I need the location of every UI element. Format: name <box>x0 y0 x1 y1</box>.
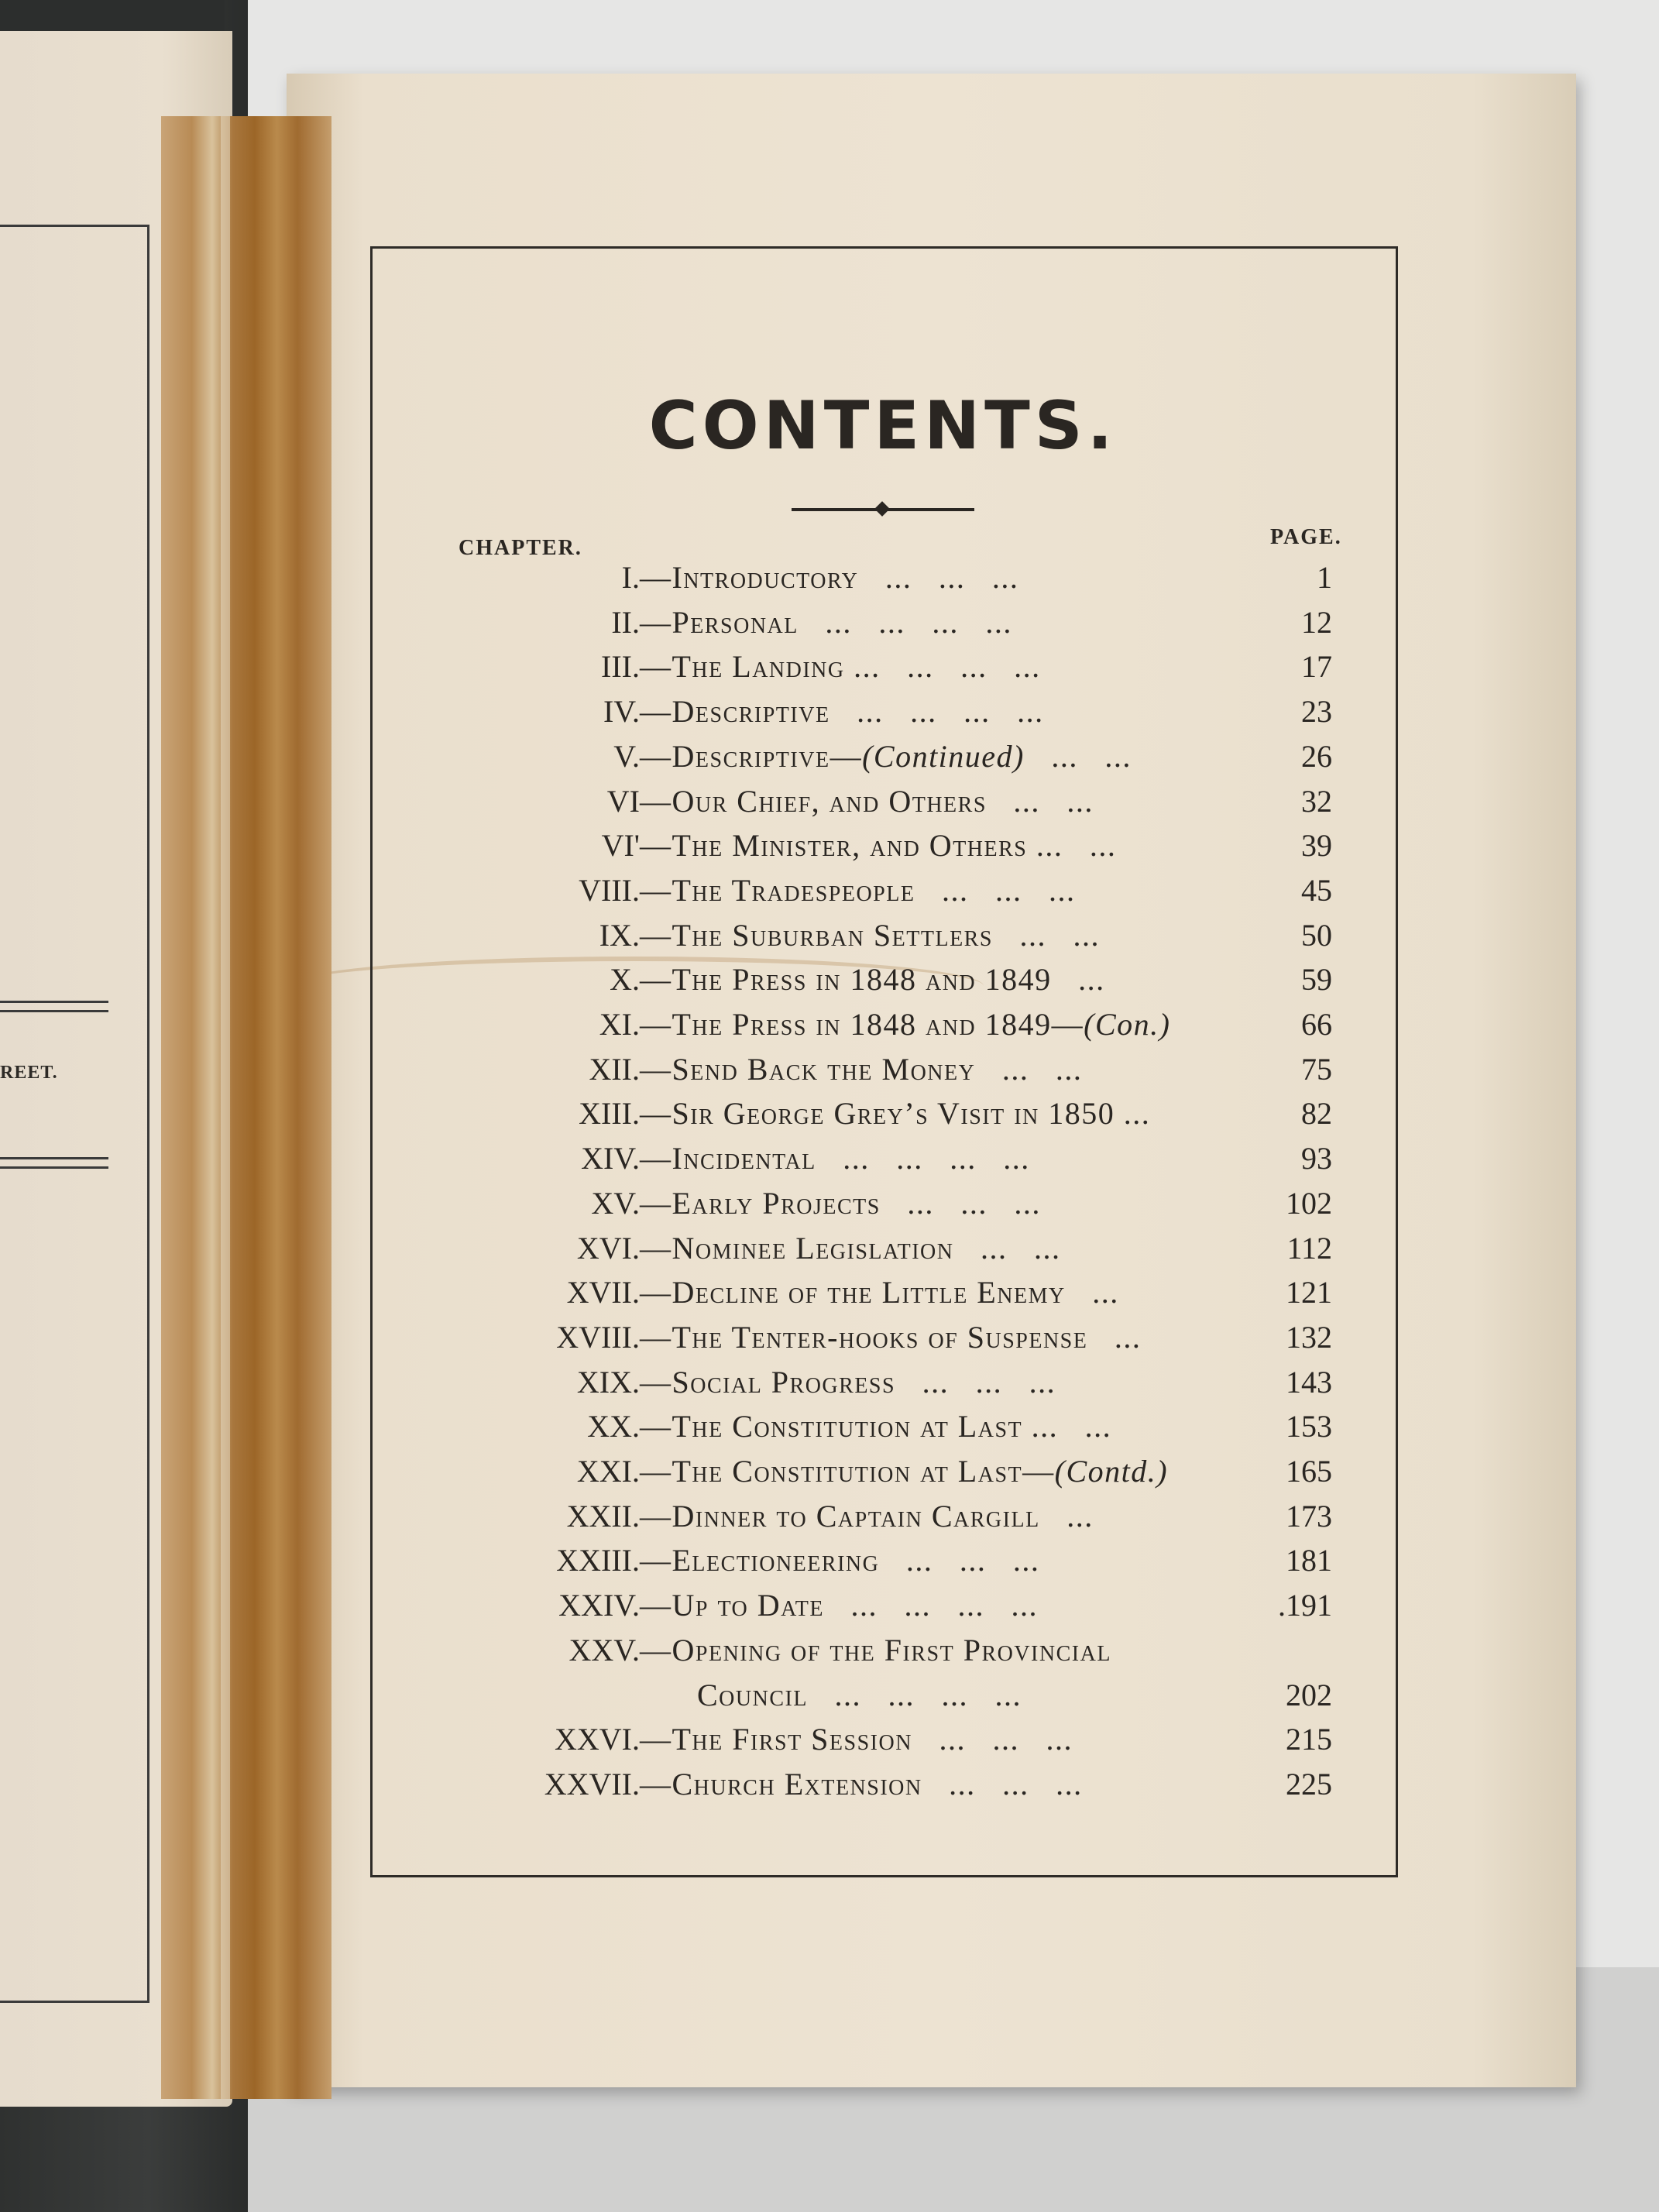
chapter-numeral: XXVI. <box>555 1722 640 1757</box>
chapter-numeral: XVII. <box>566 1275 640 1310</box>
leader-dots: ... ... ... <box>915 872 1076 908</box>
leader-dots: ... ... ... <box>880 649 1041 685</box>
chapter-title <box>640 1364 1056 1400</box>
chapter-title <box>640 693 1044 730</box>
chapter-numeral: XXV. <box>568 1632 640 1668</box>
chapter-title <box>697 1677 1022 1713</box>
chapter-numeral: VIII. <box>579 872 640 908</box>
contents-row <box>0 1319 1659 1362</box>
chapter-numeral: XIV. <box>581 1141 640 1176</box>
chapter-title-text: —The Tenter-hooks of Suspense <box>640 1319 1088 1355</box>
page-number: 59 <box>1301 962 1332 998</box>
chapter-title-text: —Nominee Legislation <box>640 1230 954 1266</box>
chapter-numeral: XXI. <box>576 1454 640 1489</box>
contents-row <box>0 1095 1659 1139</box>
chapter-title <box>640 1051 1082 1087</box>
chapter-title-text: —Opening of the First Provincial <box>640 1632 1111 1668</box>
chapter-title-text: —Dinner to Captain Cargill <box>640 1498 1040 1534</box>
contents-row <box>0 827 1659 871</box>
leader-dots: ... ... ... ... <box>807 1677 1022 1712</box>
chapter-title-note: (Continued) <box>862 738 1025 774</box>
chapter-numeral: I. <box>621 560 640 595</box>
contents-row <box>0 1185 1659 1228</box>
leader-dots: ... ... <box>992 917 1100 953</box>
contents-row <box>0 559 1659 603</box>
leader-dots: ... <box>1065 1275 1119 1310</box>
chapter-title <box>640 827 1116 864</box>
page-number: 50 <box>1301 917 1332 953</box>
chapter-title-note: (Con.) <box>1084 1007 1171 1042</box>
contents-row <box>0 783 1659 826</box>
chapter-title <box>640 1453 1168 1489</box>
page-number: 102 <box>1286 1185 1332 1221</box>
contents-row <box>0 738 1659 781</box>
chapter-title <box>640 783 1094 819</box>
contents-row <box>0 693 1659 737</box>
chapter-title <box>640 1274 1119 1310</box>
chapter-title-text: —The Landing ... <box>640 649 881 685</box>
page-number: 112 <box>1286 1230 1332 1266</box>
chapter-title-text: —The Constitution at Last— <box>640 1454 1055 1489</box>
chapter-numeral: XXII. <box>566 1498 640 1534</box>
page-number: 143 <box>1286 1364 1332 1400</box>
page-number: 153 <box>1286 1409 1332 1444</box>
contents-row <box>0 1274 1659 1317</box>
chapter-numeral: V. <box>613 738 640 774</box>
chapter-title-text: —The First Session <box>640 1722 912 1757</box>
chapter-title-text: —Early Projects <box>640 1185 881 1221</box>
leader-dots: ... ... ... ... <box>816 1141 1030 1176</box>
contents-row <box>0 961 1659 1005</box>
leader-dots: ... <box>1051 962 1105 998</box>
chapter-numeral: XII. <box>589 1051 640 1087</box>
page-number: 121 <box>1286 1275 1332 1310</box>
contents-row <box>0 917 1659 960</box>
chapter-numeral: XIII. <box>579 1096 640 1132</box>
leader-dots: ... ... <box>986 783 1094 819</box>
chapter-title <box>640 738 1132 775</box>
leader-dots: ... ... ... <box>922 1766 1083 1802</box>
chapter-title <box>640 1766 1083 1802</box>
leader-dots: ... <box>1063 828 1117 864</box>
page-number: 181 <box>1286 1543 1332 1578</box>
contents-row <box>0 648 1659 692</box>
chapter-title <box>640 1095 1150 1132</box>
chapter-title-text: —Send Back the Money <box>640 1051 976 1087</box>
chapter-title <box>640 1632 1111 1668</box>
leader-dots: ... ... <box>975 1051 1083 1087</box>
chapter-title <box>640 648 1041 685</box>
contents-row <box>0 1677 1659 1720</box>
chapter-numeral: XX. <box>587 1409 640 1444</box>
page-number: 75 <box>1301 1051 1332 1087</box>
contents-row <box>0 1364 1659 1407</box>
chapter-title <box>640 1230 1061 1266</box>
chapter-title-text: —Up to Date <box>640 1588 824 1623</box>
page-number: 165 <box>1286 1454 1332 1489</box>
leader-dots: ... ... <box>953 1230 1061 1266</box>
leader-dots: ... ... ... ... <box>798 604 1012 640</box>
chapter-title <box>640 961 1105 998</box>
contents-row <box>0 1766 1659 1809</box>
chapter-numeral: XXIV. <box>558 1588 640 1623</box>
leader-dots: ... ... ... ... <box>830 694 1044 730</box>
page-number: 82 <box>1301 1096 1332 1132</box>
page-number: 66 <box>1301 1007 1332 1042</box>
chapter-title <box>640 1140 1030 1176</box>
chapter-numeral: XXIII. <box>556 1543 640 1578</box>
page-number: 12 <box>1301 604 1332 640</box>
chapter-title-text: —Descriptive— <box>640 738 863 774</box>
page-number: 39 <box>1301 828 1332 864</box>
page-number: 225 <box>1286 1766 1332 1802</box>
chapter-numeral: III. <box>601 649 640 685</box>
chapter-title-text: —The Press in 1848 and 1849 <box>640 962 1052 998</box>
chapter-title-text: —Sir George Grey’s Visit in 1850 ... <box>640 1096 1151 1132</box>
chapter-title-text: —Social Progress <box>640 1364 896 1400</box>
chapter-title <box>640 604 1012 641</box>
contents-row <box>0 1006 1659 1049</box>
contents-heading: CONTENTS. <box>648 387 1118 465</box>
chapter-title-text: —Church Extension <box>640 1766 922 1802</box>
contents-row <box>0 1140 1659 1183</box>
left-page-fragment: REET. <box>0 1063 58 1083</box>
chapter-numeral: IV. <box>603 694 640 730</box>
chapter-title-text: —The Tradespeople <box>640 872 915 908</box>
contents-row <box>0 1230 1659 1273</box>
chapter-title-text: —The Press in 1848 and 1849— <box>640 1007 1084 1042</box>
contents-row <box>0 1542 1659 1585</box>
contents-row <box>0 1051 1659 1094</box>
page-number: 93 <box>1301 1141 1332 1176</box>
leader-dots: ... ... ... ... <box>824 1588 1038 1623</box>
chapter-title <box>640 1721 1073 1757</box>
leader-dots: ... ... ... <box>858 560 1019 595</box>
page-number: 132 <box>1286 1319 1332 1355</box>
contents-row <box>0 604 1659 647</box>
chapter-numeral: VI' <box>601 828 640 864</box>
chapter-numeral: XXVII. <box>544 1766 640 1802</box>
chapter-numeral: XV. <box>591 1185 640 1221</box>
contents-row <box>0 872 1659 915</box>
chapter-title-text: —The Suburban Settlers <box>640 917 993 953</box>
contents-row <box>0 1587 1659 1630</box>
leader-dots: ... ... ... <box>895 1364 1056 1400</box>
page-number: 45 <box>1301 872 1332 908</box>
leader-dots: ... ... ... <box>880 1185 1041 1221</box>
chapter-title <box>640 1587 1038 1623</box>
contents-row <box>0 1453 1659 1496</box>
chapter-title <box>640 1006 1170 1042</box>
heading-ornament-diamond <box>874 501 890 517</box>
chapter-numeral: XIX. <box>576 1364 640 1400</box>
chapter-column-header: CHAPTER. <box>459 536 582 560</box>
page-number: 17 <box>1301 649 1332 685</box>
page-number: 215 <box>1286 1722 1332 1757</box>
page-column-header: PAGE. <box>1270 525 1342 549</box>
page-number: 32 <box>1301 783 1332 819</box>
chapter-title-text: —Electioneering <box>640 1543 880 1578</box>
page-number: 26 <box>1301 738 1332 774</box>
chapter-title <box>640 872 1075 908</box>
chapter-title-text: —Decline of the Little Enemy <box>640 1275 1066 1310</box>
chapter-title <box>640 559 1018 596</box>
chapter-title <box>640 1498 1094 1534</box>
chapter-title-text: —Introductory <box>640 560 859 595</box>
chapter-title <box>640 917 1100 953</box>
chapter-numeral: XI. <box>599 1007 640 1042</box>
chapter-numeral: IX. <box>599 917 640 953</box>
leader-dots: ... <box>1087 1319 1142 1355</box>
page-number: .191 <box>1278 1588 1332 1623</box>
chapter-numeral: II. <box>611 604 640 640</box>
chapter-title <box>640 1185 1041 1221</box>
page-number: 173 <box>1286 1498 1332 1534</box>
chapter-numeral: VI <box>606 783 640 819</box>
page-number: 1 <box>1317 560 1332 595</box>
contents-row <box>0 1632 1659 1675</box>
page-number: 202 <box>1286 1677 1332 1712</box>
chapter-title <box>640 1542 1039 1578</box>
chapter-title-text: —The Minister, and Others ... <box>640 828 1063 864</box>
contents-row <box>0 1408 1659 1451</box>
chapter-title-text: —The Constitution at Last ... <box>640 1409 1059 1444</box>
leader-dots: ... ... <box>1024 738 1132 774</box>
chapter-numeral: XVI. <box>576 1230 640 1266</box>
leader-dots: ... <box>1058 1409 1112 1444</box>
leader-dots: ... ... ... <box>912 1722 1073 1757</box>
chapter-title-text: —Descriptive <box>640 694 830 730</box>
contents-row <box>0 1498 1659 1541</box>
chapter-title-text: —Personal <box>640 604 799 640</box>
chapter-numeral: X. <box>610 962 640 998</box>
leader-dots: ... <box>1039 1498 1094 1534</box>
chapter-title <box>640 1319 1141 1355</box>
chapter-numeral: XVIII. <box>556 1319 640 1355</box>
chapter-title-text: Council <box>697 1677 808 1712</box>
chapter-title-text: —Incidental <box>640 1141 816 1176</box>
page-number: 23 <box>1301 694 1332 730</box>
chapter-title-text: —Our Chief, and Others <box>640 783 987 819</box>
chapter-title <box>640 1408 1111 1444</box>
contents-row <box>0 1721 1659 1764</box>
leader-dots: ... ... ... <box>879 1543 1040 1578</box>
chapter-title-note: (Contd.) <box>1054 1454 1169 1489</box>
